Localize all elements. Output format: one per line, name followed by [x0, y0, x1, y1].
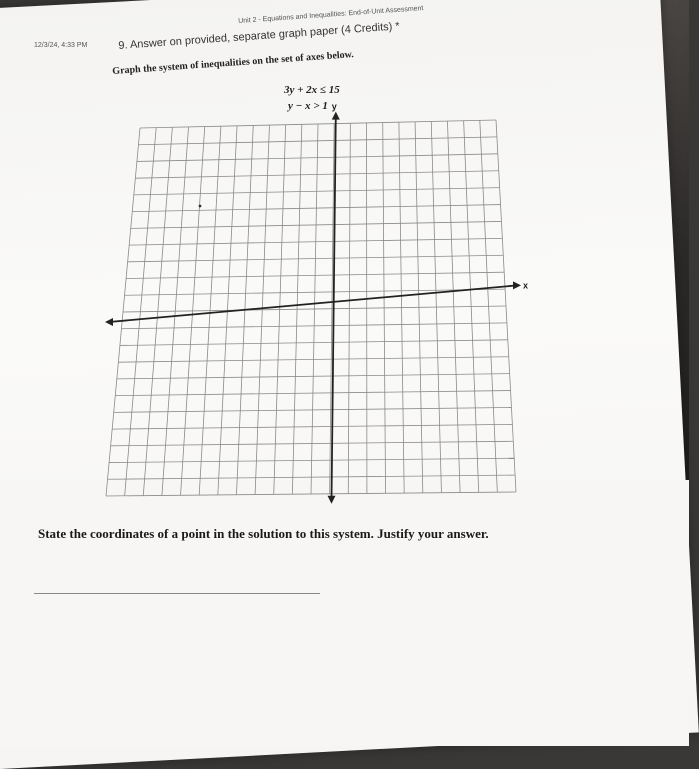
axis-arrow: [332, 112, 340, 120]
axis-arrow: [513, 281, 521, 289]
axis-arrow: [328, 496, 336, 504]
pencil-dot: [199, 205, 202, 208]
inequality-2: y − x > 1: [288, 100, 328, 112]
y-axis-label: y: [332, 102, 337, 112]
inequality-1: 3y + 2x ≤ 15: [284, 84, 340, 96]
coordinate-grid: [96, 112, 536, 512]
print-date: 12/3/24, 4:33 PM: [34, 42, 87, 49]
x-axis-label: x: [523, 280, 528, 290]
course-title: Unit 2 - Equations and Inequalities: End-of-Unit Assessment: [238, 5, 424, 25]
answer-line[interactable]: [34, 593, 320, 594]
question-title: 9. Answer on provided, separate graph paper (4 Credits) *: [118, 20, 400, 52]
worksheet-lower: [0, 480, 689, 746]
graph-paper: [96, 112, 536, 517]
axis-arrow: [105, 318, 113, 326]
answer-prompt: State the coordinates of a point in the solution to this system. Justify your answer.: [38, 526, 489, 542]
question-instruction: Graph the system of inequalities on the set of axes below.: [112, 49, 354, 77]
x-axis: [109, 285, 517, 322]
